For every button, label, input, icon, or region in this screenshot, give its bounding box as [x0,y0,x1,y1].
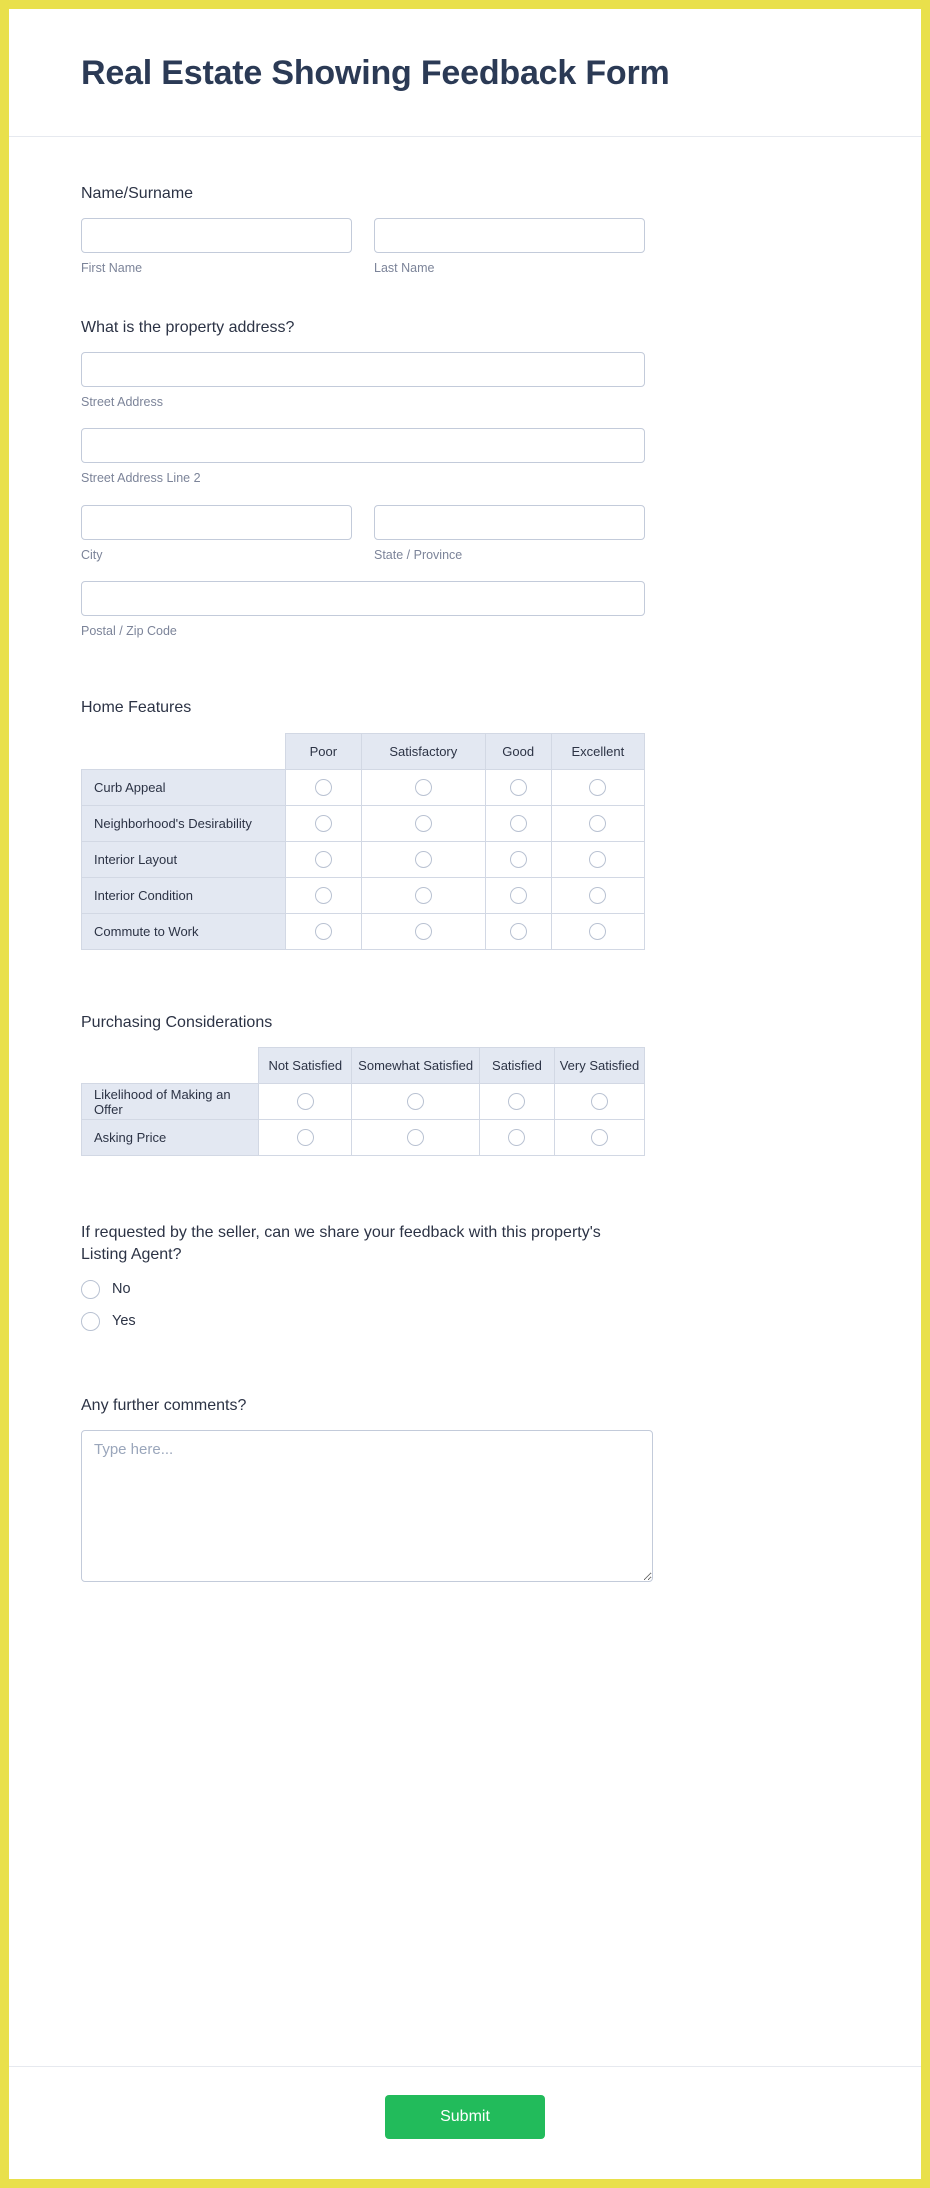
matrix-col-header: Not Satisfied [259,1048,352,1084]
radio-option-yes[interactable] [81,1312,849,1331]
matrix-corner-cell [82,733,286,769]
name-fields-row [81,218,849,276]
city-group [81,505,352,563]
matrix-option-cell[interactable] [551,805,644,841]
radio-icon[interactable] [589,887,606,904]
city-input[interactable] [81,505,352,540]
question-label: What is the property address? [81,318,295,336]
matrix-option-cell[interactable] [361,913,485,949]
matrix-row-header: Curb Appeal [82,769,286,805]
radio-icon[interactable] [315,851,332,868]
matrix-row-header: Neighborhood's Desirability [82,805,286,841]
matrix-option-cell[interactable] [285,913,361,949]
table-row [82,841,645,877]
first-name-input[interactable] [81,218,352,253]
radio-icon[interactable] [589,779,606,796]
question-label: If requested by the seller, can we share your feedback with this property's Listing Agent? [81,1224,601,1264]
radio-icon[interactable] [407,1093,424,1110]
matrix-option-cell[interactable] [361,769,485,805]
matrix-option-cell[interactable] [554,1120,644,1156]
radio-icon[interactable] [415,851,432,868]
radio-icon[interactable] [297,1129,314,1146]
state-group [374,505,645,563]
radio-icon[interactable] [510,851,527,868]
radio-icon[interactable] [589,815,606,832]
matrix-header-row [82,733,645,769]
form-footer [9,2066,921,2179]
matrix-row-header: Likelihood of Making an Offer [82,1084,259,1120]
form-card [9,9,921,2179]
radio-icon[interactable] [510,887,527,904]
matrix-option-cell[interactable] [554,1084,644,1120]
last-name-sublabel: Last Name [374,261,435,276]
city-sublabel: City [81,547,103,562]
matrix-option-cell[interactable] [352,1084,480,1120]
question-name-surname [81,183,849,277]
share-feedback-radio-group [81,1280,849,1331]
radio-icon[interactable] [297,1093,314,1110]
radio-icon[interactable] [510,779,527,796]
page-title: Real Estate Showing Feedback Form [81,54,670,92]
radio-icon[interactable] [591,1093,608,1110]
question-home-features [81,697,849,950]
matrix-option-cell[interactable] [551,877,644,913]
matrix-col-header: Good [485,733,551,769]
radio-icon[interactable] [407,1129,424,1146]
submit-button[interactable]: Submit [385,2095,545,2139]
matrix-table [81,733,645,950]
table-row [82,877,645,913]
table-row [82,1084,645,1120]
radio-option-no[interactable] [81,1280,849,1299]
form-body [9,137,921,2046]
radio-icon[interactable] [589,851,606,868]
last-name-input[interactable] [374,218,645,253]
first-name-group [81,218,352,276]
matrix-col-header: Poor [285,733,361,769]
matrix-col-header: Somewhat Satisfied [352,1048,480,1084]
spacer [81,1371,849,1395]
table-row [82,769,645,805]
matrix-option-cell[interactable] [285,841,361,877]
matrix-option-cell[interactable] [485,805,551,841]
radio-option-label: Yes [112,1313,136,1330]
street-address-group [81,352,645,410]
radio-icon[interactable] [415,923,432,940]
matrix-option-cell[interactable] [352,1120,480,1156]
matrix-option-cell[interactable] [285,769,361,805]
spacer [81,487,849,505]
matrix-row-header: Interior Layout [82,841,286,877]
matrix-col-header: Satisfactory [361,733,485,769]
street-address-line2-sublabel: Street Address Line 2 [81,471,201,486]
street-address-input[interactable] [81,352,645,387]
question-label: Purchasing Considerations [81,1013,273,1031]
radio-icon[interactable] [510,923,527,940]
state-province-sublabel: State / Province [374,547,463,562]
postal-zip-sublabel: Postal / Zip Code [81,623,177,638]
matrix-row-header: Interior Condition [82,877,286,913]
matrix-option-cell[interactable] [361,877,485,913]
matrix-option-cell[interactable] [361,841,485,877]
postal-zip-input[interactable] [81,581,645,616]
matrix-row-header: Commute to Work [82,913,286,949]
matrix-option-cell[interactable] [259,1084,352,1120]
street-address-2-group [81,428,645,486]
question-purchasing-considerations [81,1012,849,1157]
purchasing-considerations-matrix [81,1047,645,1156]
matrix-corner-cell [82,1048,259,1084]
matrix-option-cell[interactable] [551,769,644,805]
question-further-comments [81,1395,849,1583]
last-name-group [374,218,645,276]
matrix-option-cell[interactable] [485,841,551,877]
matrix-col-header: Satisfied [480,1048,555,1084]
radio-icon[interactable] [315,887,332,904]
matrix-col-header: Very Satisfied [554,1048,644,1084]
matrix-option-cell[interactable] [285,877,361,913]
matrix-col-header: Excellent [551,733,644,769]
radio-icon[interactable] [315,815,332,832]
radio-option-label: No [112,1281,131,1298]
matrix-option-cell[interactable] [551,841,644,877]
radio-icon[interactable] [81,1280,100,1299]
radio-icon[interactable] [508,1093,525,1110]
spacer [81,990,849,1012]
spacer [81,410,849,428]
matrix-option-cell[interactable] [485,913,551,949]
matrix-option-cell[interactable] [361,805,485,841]
matrix-option-cell[interactable] [485,877,551,913]
table-row [82,1120,645,1156]
matrix-row-header: Asking Price [82,1120,259,1156]
radio-icon[interactable] [591,1129,608,1146]
radio-icon[interactable] [315,923,332,940]
table-row [82,805,645,841]
matrix-option-cell[interactable] [285,805,361,841]
table-row [82,913,645,949]
spacer [81,563,849,581]
matrix-body [82,1084,645,1156]
radio-icon[interactable] [510,815,527,832]
radio-icon[interactable] [415,779,432,796]
radio-icon[interactable] [415,887,432,904]
street-address-line2-input[interactable] [81,428,645,463]
matrix-option-cell[interactable] [485,769,551,805]
question-share-feedback [81,1222,849,1330]
matrix-head [82,1048,645,1084]
radio-icon[interactable] [589,923,606,940]
home-features-matrix [81,733,645,950]
state-province-input[interactable] [374,505,645,540]
first-name-sublabel: First Name [81,261,143,276]
matrix-option-cell[interactable] [259,1120,352,1156]
matrix-body [82,769,645,949]
question-label: Home Features [81,699,192,717]
city-state-row [81,505,849,563]
matrix-head [82,733,645,769]
matrix-table [81,1047,645,1156]
matrix-option-cell[interactable] [551,913,644,949]
question-label: Name/Surname [81,184,194,202]
radio-icon[interactable] [81,1312,100,1331]
matrix-option-cell[interactable] [480,1120,555,1156]
spacer [81,679,849,697]
form-header [9,9,921,137]
radio-icon[interactable] [315,779,332,796]
matrix-header-row [82,1048,645,1084]
comments-textarea[interactable] [81,1430,653,1582]
street-address-sublabel: Street Address [81,395,163,410]
matrix-option-cell[interactable] [480,1084,555,1120]
postal-group [81,581,645,639]
radio-icon[interactable] [508,1129,525,1146]
question-property-address [81,317,849,640]
question-label: Any further comments? [81,1396,247,1414]
radio-icon[interactable] [415,815,432,832]
spacer [81,1196,849,1222]
